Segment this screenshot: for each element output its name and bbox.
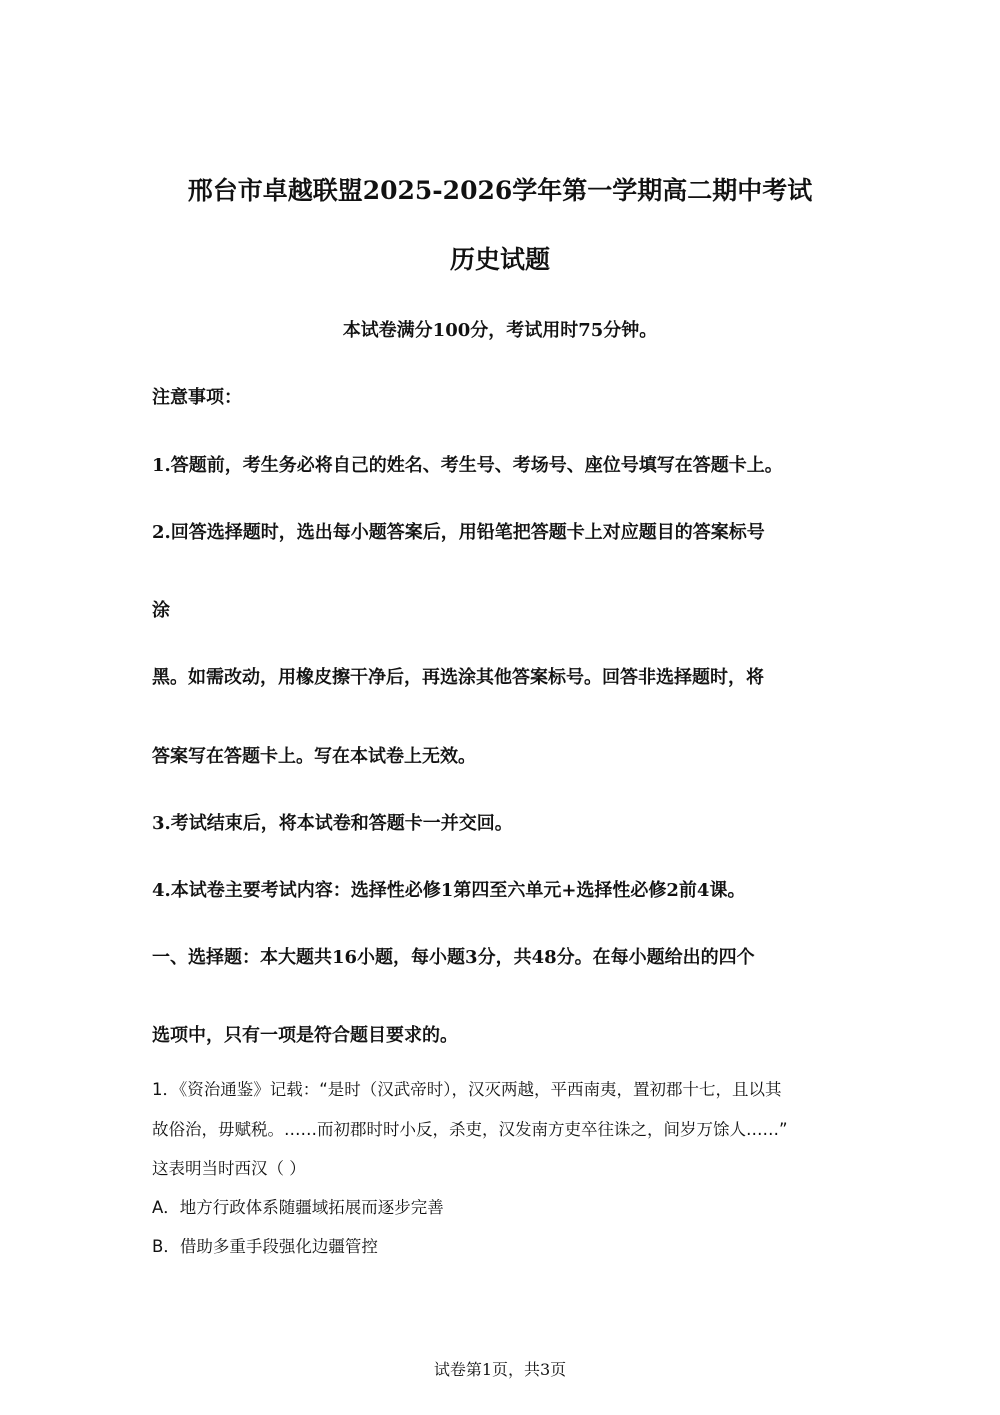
exam-title: 邢台市卓越联盟2025-2026学年第一学期高二期中考试: [187, 176, 813, 205]
notice-item: 涂: [152, 600, 170, 621]
notice-heading: 注意事项：: [152, 387, 242, 408]
question-stem-line: 1．《资治通鉴》记载：“是时（汉武帝时），汉灭两越，平西南夷，置初郡十七，且以其: [152, 1080, 782, 1099]
subject-title: 历史试题: [449, 245, 550, 274]
notice-item: 4.本试卷主要考试内容：选择性必修1第四至六单元+选择性必修2前4课。: [152, 880, 746, 901]
notice-item: 答案写在答题卡上。写在本试卷上无效。: [152, 746, 476, 767]
section-heading: 一、选择题：本大题共16小题，每小题3分，共48分。在每小题给出的四个: [152, 947, 755, 968]
page-footer: 试卷第1页，共3页: [433, 1360, 567, 1379]
question-option-b: B．借助多重手段强化边疆管控: [152, 1237, 378, 1256]
question-stem-line: 这表明当时西汉（ ）: [152, 1159, 306, 1178]
notice-item: 黑。如需改动，用橡皮擦干净后，再选涂其他答案标号。回答非选择题时，将: [152, 667, 764, 688]
notice-item: 2.回答选择题时，选出每小题答案后，用铅笔把答题卡上对应题目的答案标号: [152, 522, 765, 543]
section-heading: 选项中，只有一项是符合题目要求的。: [152, 1025, 458, 1046]
exam-info: 本试卷满分100分，考试用时75分钟。: [342, 320, 658, 341]
question-option-a: A．地方行政体系随疆域拓展而逐步完善: [152, 1198, 444, 1217]
notice-item: 3.考试结束后，将本试卷和答题卡一并交回。: [152, 813, 513, 834]
notice-item: 1.答题前，考生务必将自己的姓名、考生号、考场号、座位号填写在答题卡上。: [152, 455, 783, 476]
question-stem-line: 故俗治，毋赋税。……而初郡时时小反，杀吏，汉发南方吏卒往诛之，间岁万馀人……”: [152, 1120, 788, 1139]
